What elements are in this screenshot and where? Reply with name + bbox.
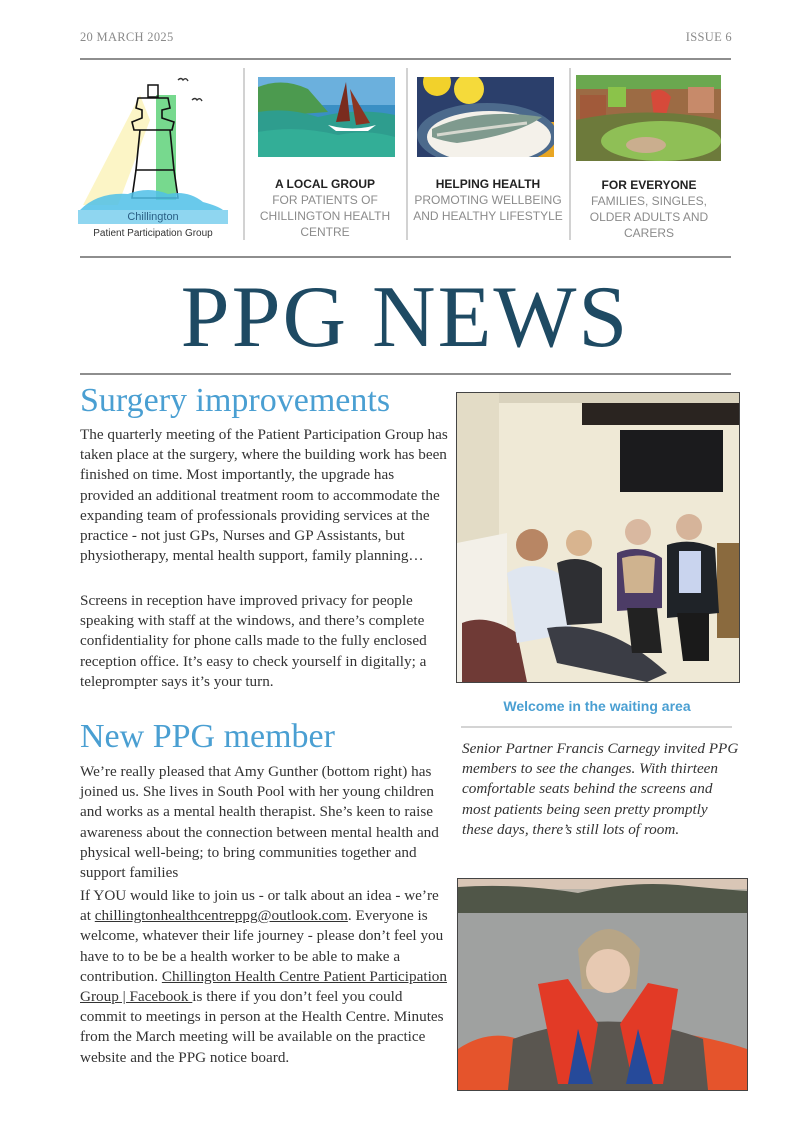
feature-local-group [250,176,400,240]
waiting-room-photo [456,392,740,683]
issue-date: 20 MARCH 2025 [80,30,174,44]
contact-middle: . Everyone is welcome, whatever their life journey - please don’t feel you have to to be be a health worker to be able to make a contribution. [80,907,444,985]
caption-rule [461,726,732,728]
sailing-boat-painting [258,77,395,157]
feature-text: FAMILIES, SINGLES, OLDER ADULTS AND CARERS [589,194,709,240]
feature-heading: FOR EVERYONE [601,178,697,192]
masthead-bottom-rule [80,373,731,375]
feature-text: FOR PATIENTS OF CHILLINGTON HEALTH CENTRE [259,193,391,239]
facebook-link[interactable]: Chillington Health Centre Patient Participation Group | Facebook [80,967,447,1006]
fish-plate-painting [417,77,554,157]
masthead-title: PPG NEWS [180,269,630,366]
lighthouse-logo-icon [78,70,228,210]
column-divider [406,68,408,240]
feature-heading: HELPING HEALTH [435,177,541,191]
contact-end: is there if you don’t feel you could commit to meetings in person at the Health Centre. Minutes from the March meeting will be available on the practice website and the PPG notice board. [80,988,444,1066]
garden-pond-painting [576,75,721,161]
issue-number: ISSUE 6 [685,30,732,44]
logo-subtitle: Patient Participation Group [93,228,213,239]
waiting-area-caption: Welcome in the waiting area [503,698,691,714]
top-rule [80,58,731,60]
feature-heading: A LOCAL GROUP [274,177,375,191]
masthead-top-rule [80,256,731,258]
surgery-heading: Surgery improvements [80,382,391,419]
column-divider [243,68,245,240]
logo-name: Chillington [78,210,228,224]
member-contact-paragraph [80,886,450,1068]
logo [78,70,228,242]
member-heading: New PPG member [80,718,335,755]
feature-helping-health [412,176,564,224]
surgery-paragraph-2: Screens in reception have improved privacy for people speaking with staff at the windows, and there’s complete confidentiality for phone calls made to the fully enclosed reception office. It’s easy to check yourself in digitally; a teleprompter says it’s your turn. [80,592,427,690]
surgery-paragraph-1: The quarterly meeting of the Patient Participation Group has taken place at the surgery, where the building work has been finished on time. Most importantly, the upgrade has provided an additional treatment room to accommodate the expanding team of professionals providing services at the practice - not just GPs, Nurses and GP Assistants, but physiotherapy, mental health support, family planning… [80,426,448,565]
feature-for-everyone [578,177,720,241]
member-paragraph: We’re really pleased that Amy Gunther (bottom right) has joined us. She lives in South Pool with her young children and works as a mental health therapist. She’s keen to raise awareness about the connection between mental health and physical well-being; to bring communities together and support families [80,763,439,882]
amy-gunther-boat-photo [457,878,748,1091]
email-link[interactable]: chillingtonhealthcentreppg@outlook.com [94,907,348,925]
feature-text: PROMOTING WELLBEING AND HEALTHY LIFESTYLE [413,193,563,223]
contact-intro: If YOU would like to join us - or talk about an idea - we’re at [80,887,439,925]
sidebar-quote: Senior Partner Francis Carnegy invited PPG members to see the changes. With thirteen comfortable seats behind the screens and most patients being seen pretty promptly these days, there’s still lots of room. [462,740,739,838]
column-divider [569,68,571,240]
